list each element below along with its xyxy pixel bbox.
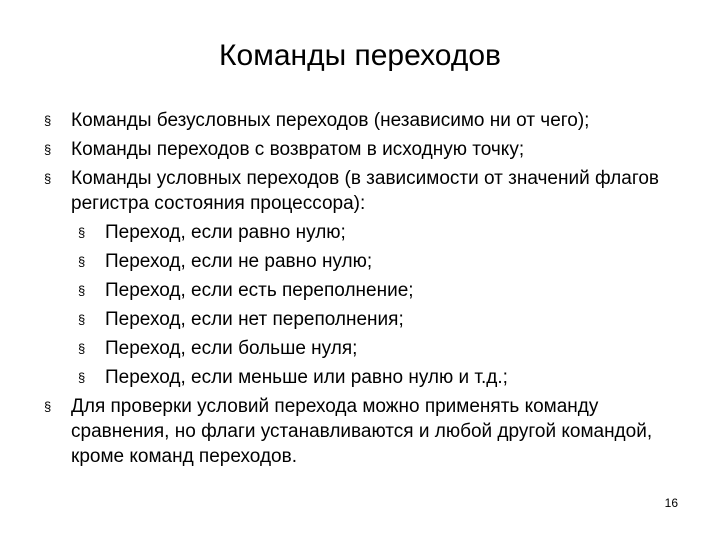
sub-bullet-text: Переход, если равно нулю; [105,222,346,243]
page-number: 16 [664,496,678,510]
bullet-text: Для проверки условий перехода можно применять команду сравнения, но флаги устанавливаются и любой другой командой, кроме команд переходов. [71,396,653,467]
bullet-text: Команды безусловных переходов (независимо ни от чего); [71,110,590,131]
bullet-marker-icon: § [44,399,52,414]
bullet-item-conditional [44,166,694,216]
bullet-item-compare [44,394,694,469]
bullet-marker-icon: § [78,283,86,298]
bullet-text: Команды условных переходов (в зависимости от значений флагов регистра состояния процессора): [71,168,659,214]
bullet-item-return [44,137,694,162]
sub-bullet-item [78,220,694,245]
bullet-marker-icon: § [44,142,52,157]
bullet-text: Команды переходов с возвратом в исходную точку; [71,139,525,160]
sub-bullet-item [78,278,694,303]
sub-bullet-item [78,307,694,332]
bullet-item-unconditional [44,108,694,133]
slide-title: Команды переходов [219,39,501,72]
bullet-marker-icon: § [78,341,86,356]
sub-bullet-text: Переход, если не равно нулю; [105,251,373,272]
sub-bullet-text: Переход, если больше нуля; [105,338,358,359]
bullet-marker-icon: § [44,171,52,186]
sub-bullet-text: Переход, если есть переполнение; [105,280,414,301]
bullet-marker-icon: § [78,312,86,327]
bullet-marker-icon: § [44,113,52,128]
bullet-marker-icon: § [78,370,86,385]
bullet-list [44,108,694,473]
bullet-marker-icon: § [78,254,86,269]
sub-bullet-item [78,365,694,390]
bullet-marker-icon: § [78,225,86,240]
sub-bullet-text: Переход, если меньше или равно нулю и т.д.; [105,367,508,388]
sub-bullet-item [78,249,694,274]
sub-bullet-item [78,336,694,361]
sub-bullet-text: Переход, если нет переполнения; [105,309,404,330]
